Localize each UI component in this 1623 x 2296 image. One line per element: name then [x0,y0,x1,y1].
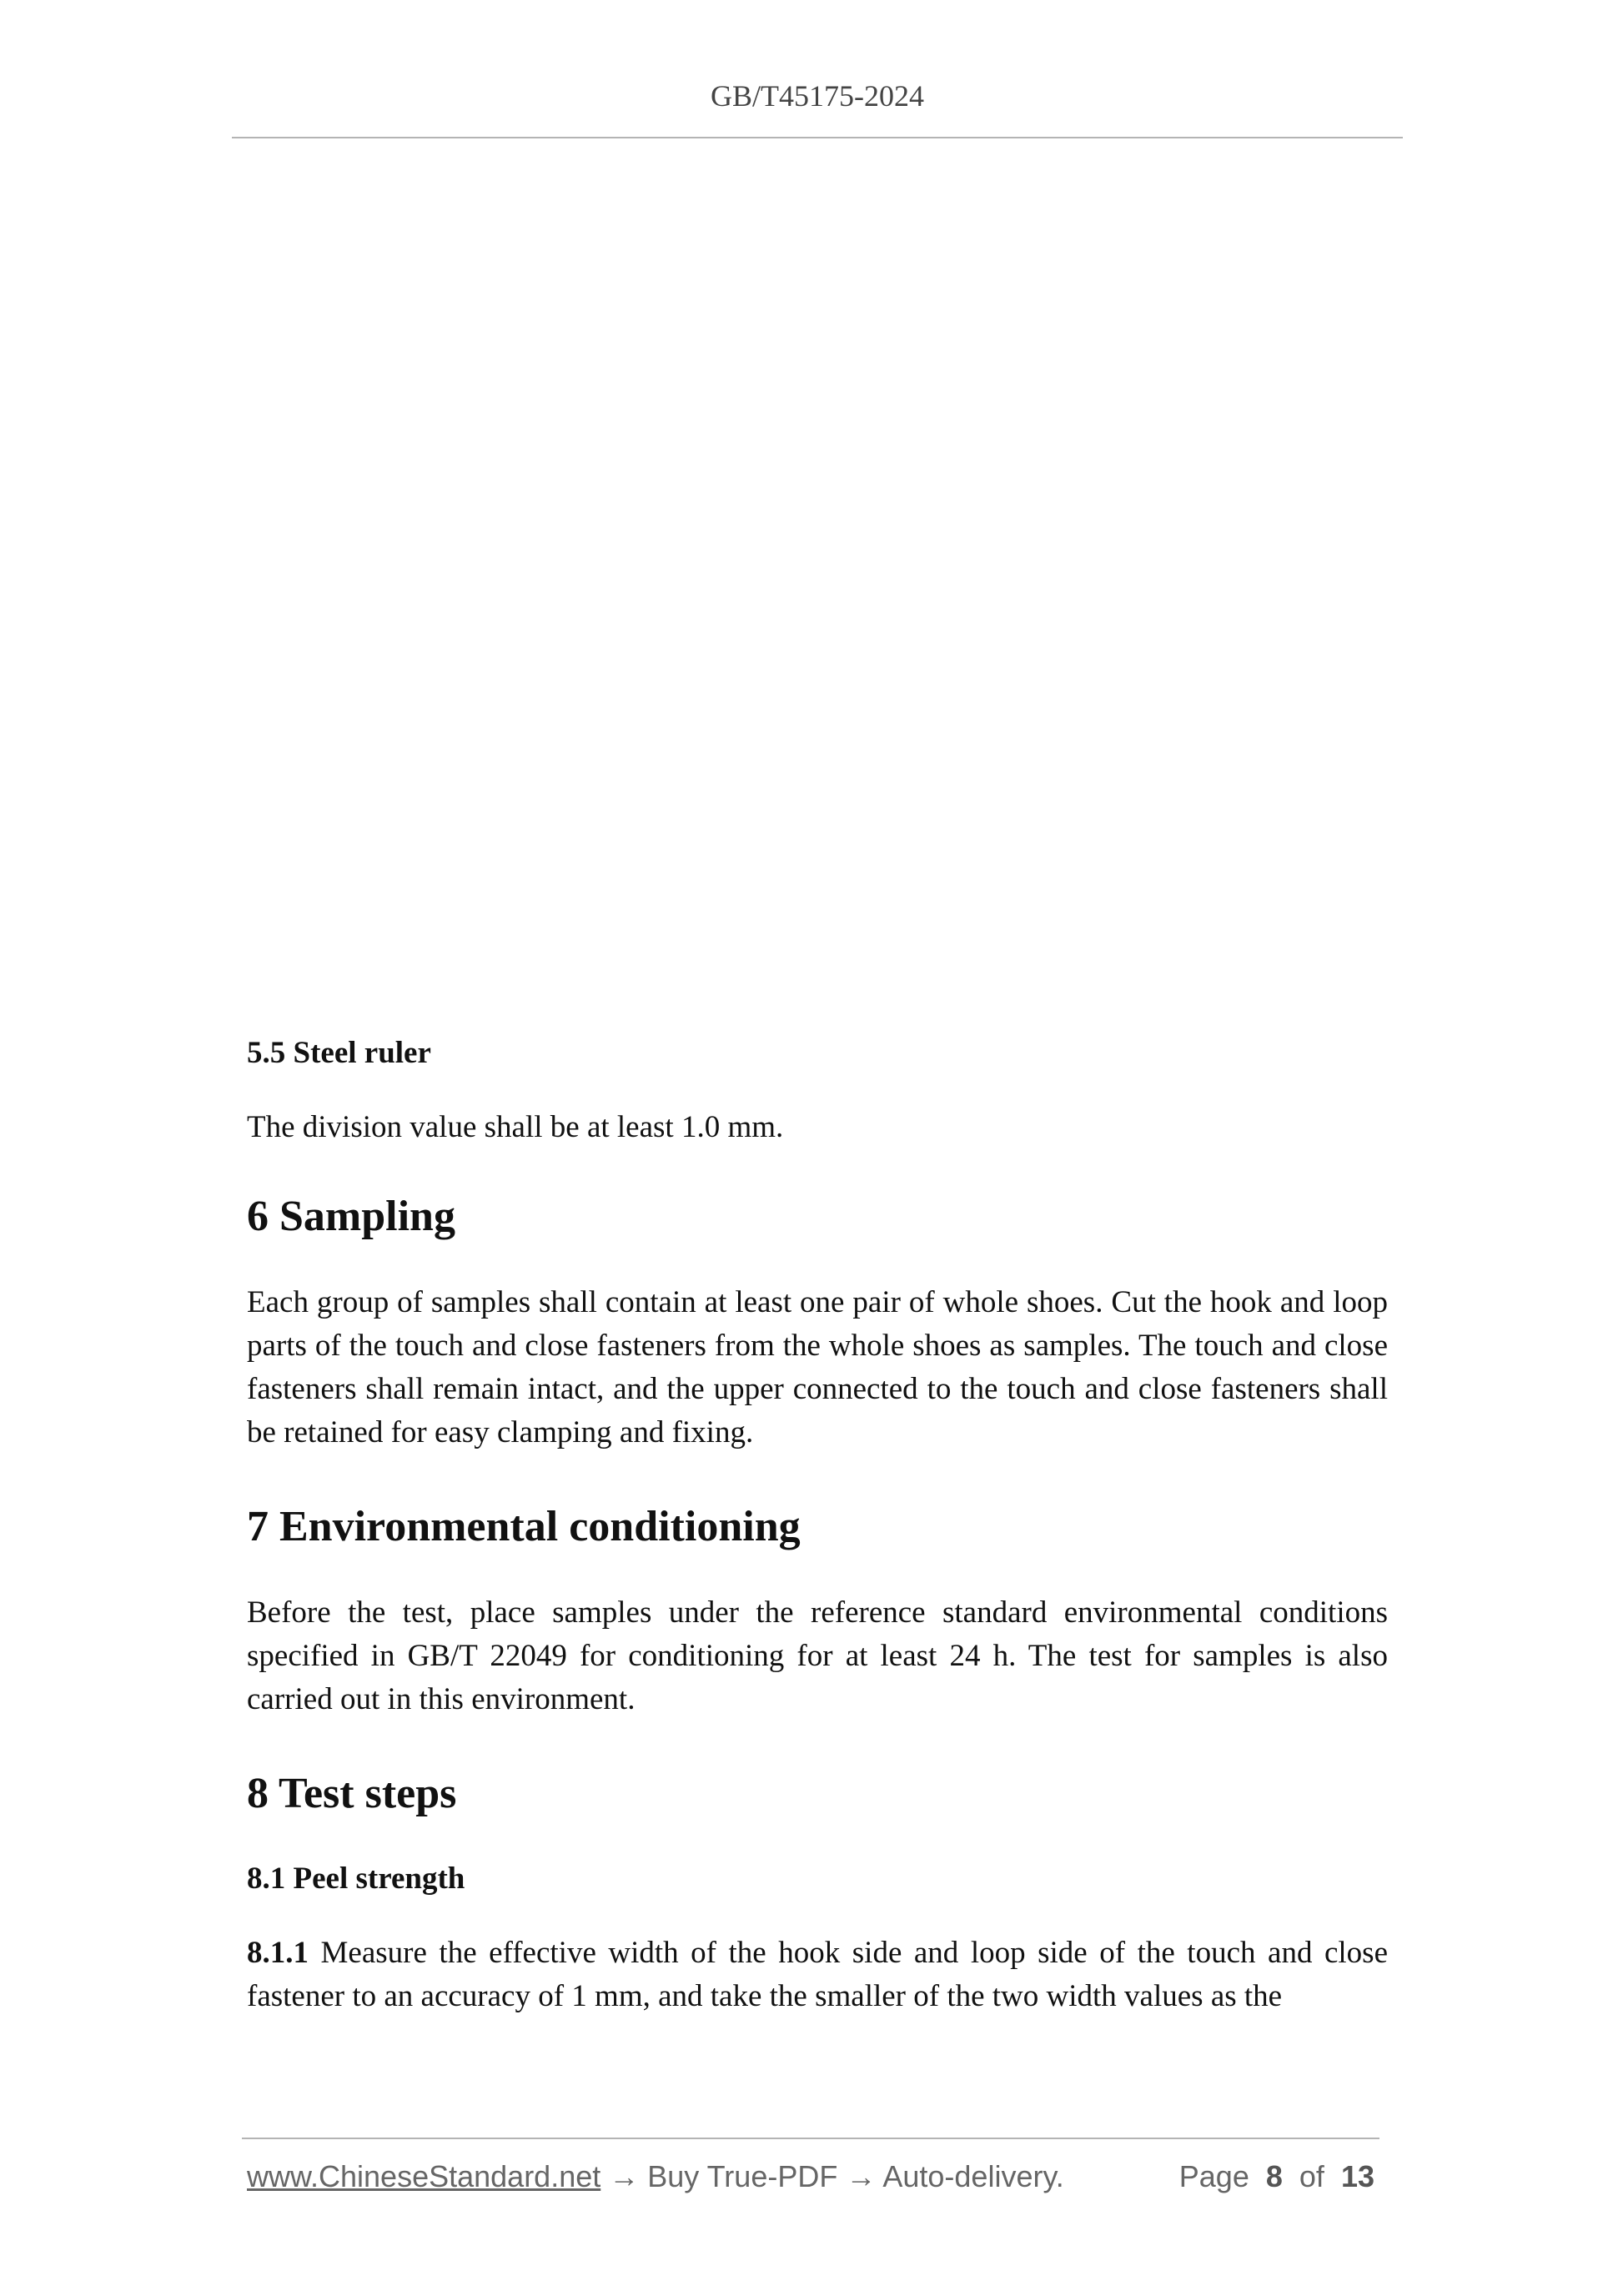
clause-number-8-1-1: 8.1.1 [247,1936,309,1970]
document-body [247,1032,1388,2018]
header-divider [232,137,1403,138]
page-number [1179,2158,1374,2195]
page-label: Page [1178,2159,1249,2193]
footer-promo [247,2158,1064,2195]
current-page: 8 [1265,2159,1283,2193]
paragraph-8-1-1 [247,1932,1388,2018]
heading-8-1: 8.1 Peel strength [247,1861,465,1896]
footer-divider [242,2138,1379,2139]
auto-delivery-text: Auto-delivery. [882,2159,1064,2193]
total-pages: 13 [1340,2159,1374,2193]
page-header [232,78,1403,113]
paragraph-6: Each group of samples shall contain at least one pair of whole shoes. Cut the hook and loop parts of the touch and close fasteners from the whole shoes as samples. The touch and close fasteners shall remain intact, and the upper connected to the touch and close fasteners shall be retained for easy clamping and fixing. [247,1285,1388,1449]
paragraph-7: Before the test, place samples under the reference standard environmental conditions specified in GB/T 22049 for conditioning for at least 24 h. The test for samples is also carried out in this environment. [247,1595,1388,1716]
heading-6: 6 Sampling [247,1193,455,1240]
paragraph-5-5: The division value shall be at least 1.0 mm. [247,1110,784,1144]
arrow-right-icon: → [600,2159,648,2193]
document-id: GB/T45175-2024 [711,79,924,113]
heading-8: 8 Test steps [247,1770,457,1817]
page-of-label: of [1299,2159,1324,2193]
clause-text-8-1-1: Measure the effective width of the hook side and loop side of the touch and close fastener to an accuracy of 1 mm, and take the smaller of the two width values as the [247,1936,1388,2013]
heading-7: 7 Environmental conditioning [247,1503,801,1550]
buy-pdf-text: Buy True-PDF [647,2159,838,2193]
arrow-right-icon: → [837,2159,883,2193]
heading-5-5: 5.5 Steel ruler [247,1036,431,1070]
website-link[interactable]: www.ChineseStandard.net [247,2159,601,2193]
